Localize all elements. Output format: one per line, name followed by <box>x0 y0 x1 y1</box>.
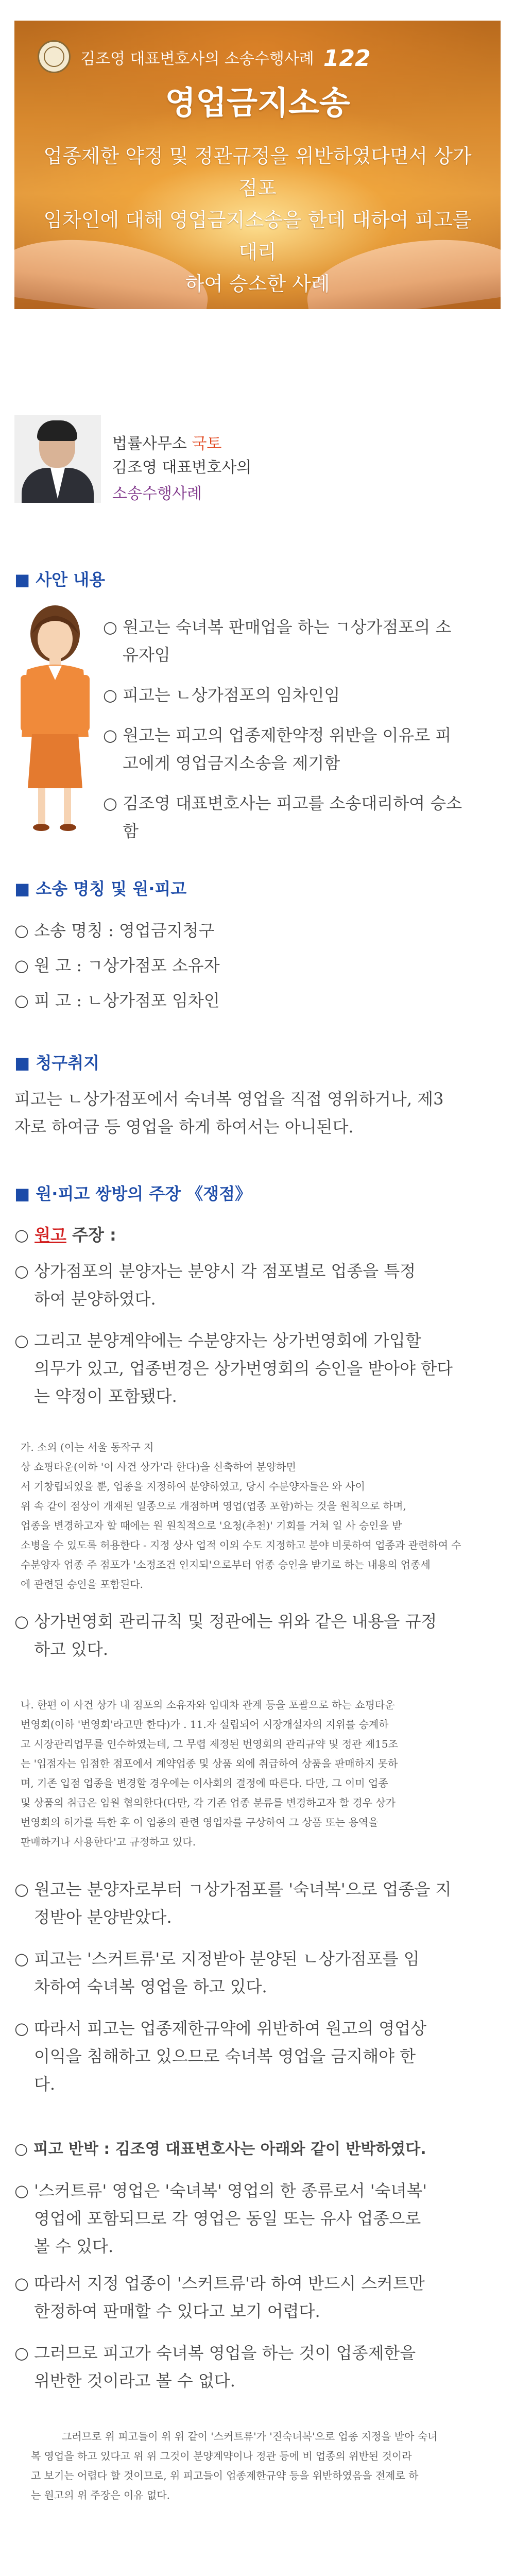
section-heading-claim: ■ 청구취지 <box>14 1053 100 1073</box>
series-number: 122 <box>323 45 371 72</box>
plaintiff-claim-label: ○ 원고 주장 : <box>14 1225 116 1245</box>
lawyer-name: 김조영 대표변호사의 <box>112 459 252 477</box>
quote-contract-excerpt: 가. 소외 (이는 서울 동작구 지 상 쇼핑타운(이하 '이 사건 상가'라 한다)을 신축하여 분양하면 서 기창립되었을 뿐, 업종을 지정하여 분양하였고, 당시 수분양자들은 와 사이 위 속 같이 점상이 개재된 일종으로 개점하며 영업(업종 포함)하는 것을 원칙으로 하며, 업종을 변경하고자 할 때에는 원 원칙적으로 '요청(추천)' 기회를 거쳐 일 사 승인을 받 소병을 수 있도록 허용한다 - 지정 상사 업적 이외 수도 지정하고 분야 비롯하여 업종과 관련하여 수 수분양자 업종 주 점포가 '소정조건 인지되'으로부터 업종 승인을 받기로 하는 내용의 업종세 에 관련된 승인을 포함된다. <box>21 1441 461 1590</box>
plaintiff-item-5: ○ 피고는 '스커트류'로 지정받아 분양된 ㄴ상가점포를 임 차하여 숙녀복 영업을 하고 있다. <box>14 1949 420 1996</box>
banner <box>14 21 501 309</box>
claim-name: ○ 소송 명칭 : 영업금지청구 <box>14 921 215 940</box>
section-heading-arguments: ■ 원·피고 쌍방의 주장 《쟁점》 <box>14 1184 252 1204</box>
lawyer-photo <box>14 415 101 503</box>
series-label: 김조영 대표변호사의 소송수행사례 122 <box>80 45 371 72</box>
plaintiff-info: ○ 원 고 : ㄱ상가점포 소유자 <box>14 956 220 975</box>
facts-item-1: ○ 원고는 숙녀복 판매업을 하는 ㄱ상가점포의 소 유자임 <box>103 617 452 665</box>
case-label: 소송수행사례 <box>112 485 202 503</box>
defense-item-3: ○ 그러므로 피고가 숙녀복 영업을 하는 것이 업종제한을 위반한 것이라고 볼 수 없다. <box>14 2343 416 2391</box>
plaintiff-item-1: ○ 상가점포의 분양자는 분양시 각 점포별로 업종을 특정 하여 분양하였다. <box>14 1261 416 1309</box>
claim-text: 피고는 ㄴ상가점포에서 숙녀복 영업을 직접 영위하거나, 제3 자로 하여금 등 영업을 하게 하여서는 아니된다. <box>14 1089 444 1137</box>
seal-icon <box>38 40 71 73</box>
quote-court-reasoning: 그러므로 위 피고들이 위 위 같이 '스커트류'가 '진숙녀복'으로 업종 지정을 받아 숙녀 복 영업을 하고 있다고 위 위 그것이 분양계약이나 정관 등에 비 업종의 위반된 것이라 고 보기는 어렵다 할 것이므로, 위 피고들이 업종제한규약 등을 위반하였음을 전제로 하 는 원고의 위 주장은 이유 없다. <box>31 2430 438 2501</box>
section-heading-facts: ■ 사안 내용 <box>14 570 106 589</box>
plaintiff-item-3: ○ 상가번영회 관리규칙 및 정관에는 위와 같은 내용을 규정 하고 있다. <box>14 1612 437 1659</box>
plaintiff-item-6: ○ 따라서 피고는 업종제한규약에 위반하여 원고의 영업상 이익을 침해하고 있으므로 숙녀복 영업을 금지해야 한 다. <box>14 2019 426 2094</box>
facts-item-4: ○ 김조영 대표변호사는 피고를 소송대리하여 승소 함 <box>103 793 462 841</box>
section-heading-parties: ■ 소송 명칭 및 원·피고 <box>14 879 187 899</box>
facts-item-3: ○ 원고는 피고의 업종제한약정 위반을 이유로 피 고에게 영업금지소송을 제기함 <box>103 725 452 773</box>
quote-bylaws-excerpt: 나. 한편 이 사건 상가 내 점포의 소유자와 임대차 관계 등을 포괄으로 하는 쇼핑타운 번영회(이하 '번영회'라고만 한다)가 . 11.자 설립되어 시장개설자의 지위를 승계하 고 시장관리업무를 인수하였는데, 그 무렵 제정된 번영회의 관리규약 및 정관 제15조 는 '입점자는 입점한 점포에서 계약업종 및 상품 외에 취급하여 상품을 판매하지 못하 며, 기존 입점 업종을 변경할 경우에는 이사회의 결정에 따른다. 다만, 그 이미 업종 및 상품의 취급은 임원 협의한다(다만, 각 기존 업종 분류를 변경하고자 할 경우 상가 번영회의 허가를 득한 후 이 업종의 관련 영업자를 구상하여 그 상품 또는 용역을 판매하거나 사용한다'고 규정하고 있다. <box>21 1699 398 1848</box>
plaintiff-item-2: ○ 그리고 분양계약에는 수분양자는 상가번영회에 가입할 의무가 있고, 업종변경은 상가번영회의 승인을 받아야 한다 는 약정이 포함됐다. <box>14 1331 453 1406</box>
defendant-info: ○ 피 고 : ㄴ상가점포 임차인 <box>14 991 220 1010</box>
defense-item-1: ○ '스커트류' 영업은 '숙녀복' 영업의 한 종류로서 '숙녀복' 영업에 포함되므로 각 영업은 동일 또는 유사 업종으로 볼 수 있다. <box>14 2181 427 2256</box>
plaintiff-item-4: ○ 원고는 분양자로부터 ㄱ상가점포를 '숙녀복'으로 업종을 지 정받아 분양받았다. <box>14 1879 452 1927</box>
parties-list <box>14 913 499 1018</box>
banner-title: 영업금지소송 <box>165 84 350 122</box>
firm-name: 법률사무소 국토 <box>112 435 222 453</box>
defense-item-2: ○ 따라서 지정 업종이 '스커트류'라 하여 반드시 스커트만 한정하여 판매할 수 있다고 보기 어렵다. <box>14 2274 425 2321</box>
banner-description: 업종제한 약정 및 정관규정을 위반하였다면서 상가점포 임차인에 대해 영업금지소송을 한데 대하여 피고를 대리 하여 승소한 사례 <box>43 145 472 295</box>
woman-illustration-icon <box>11 603 99 835</box>
facts-item-2: ○ 피고는 ㄴ상가점포의 임차인임 <box>103 685 340 705</box>
defense-label: ○ 피고 반박 : 김조영 대표변호사는 아래와 같이 반박하였다. <box>14 2140 426 2158</box>
